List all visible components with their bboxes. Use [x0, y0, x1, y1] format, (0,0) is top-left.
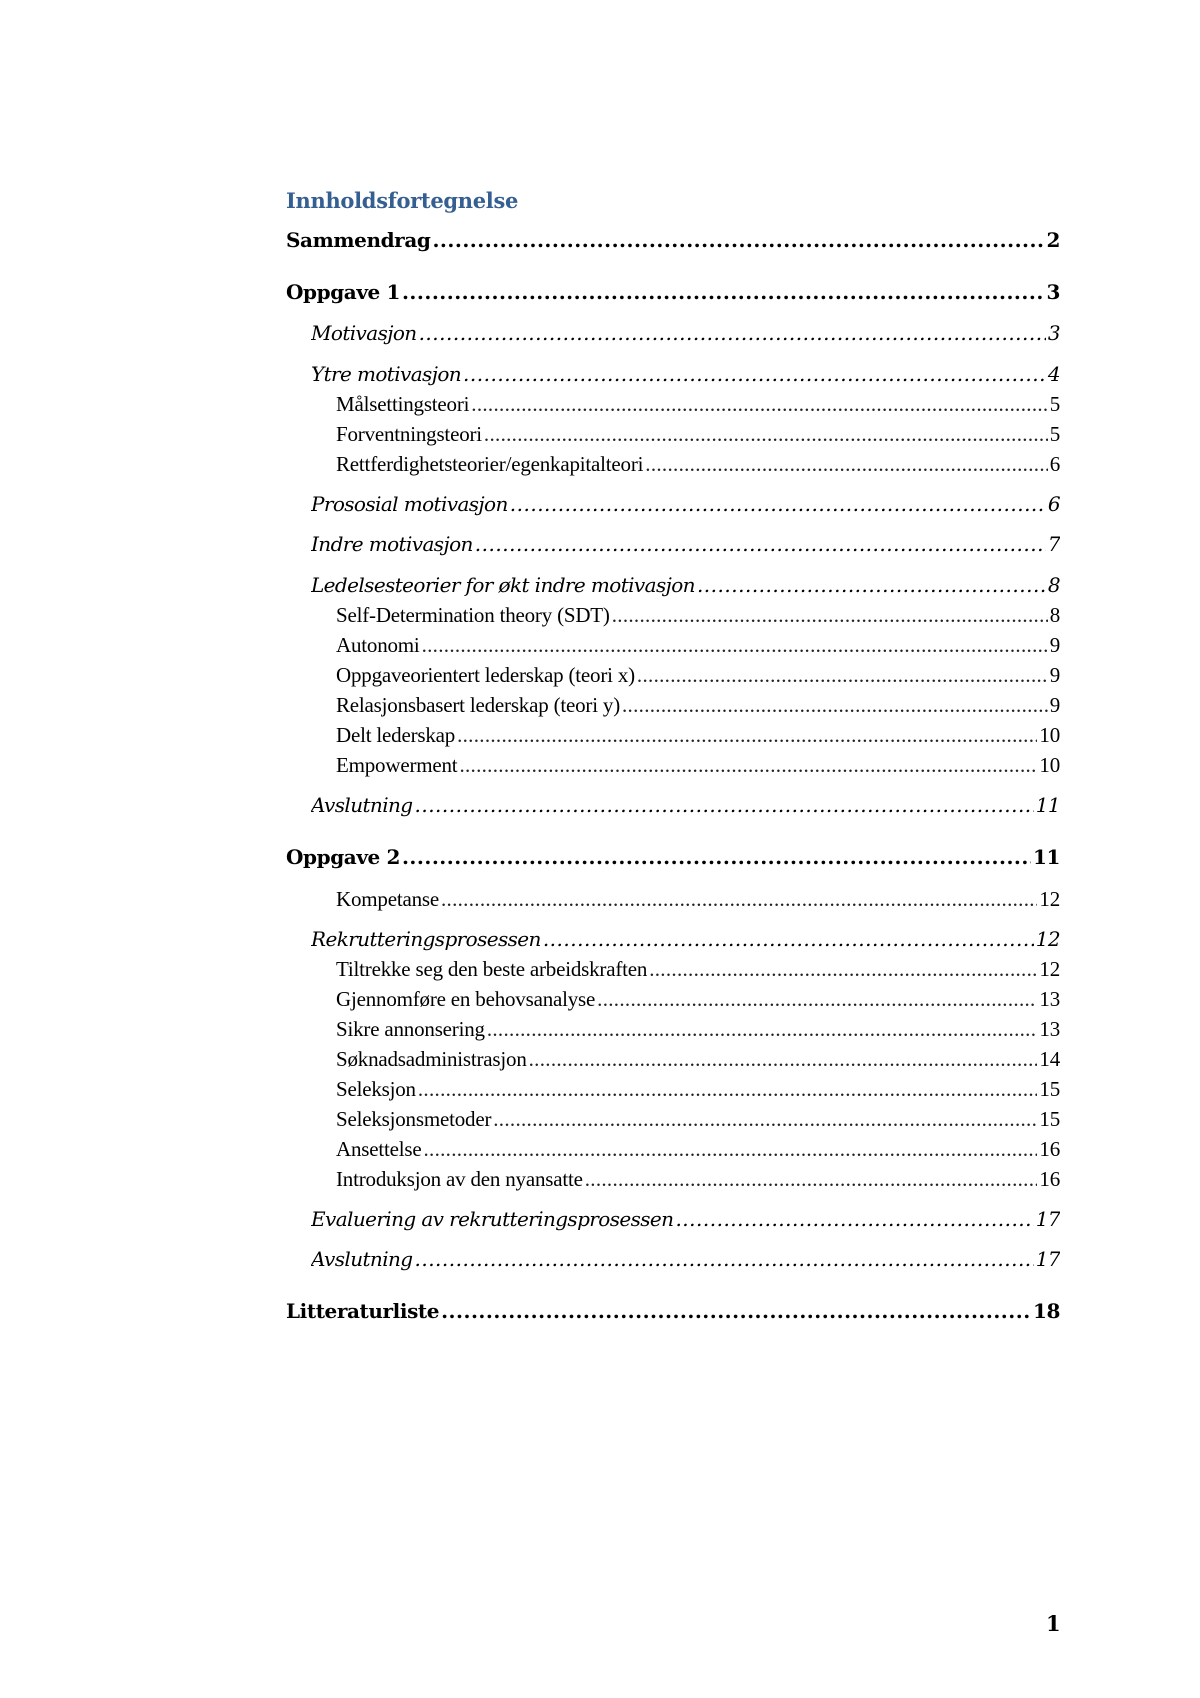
- toc-entry[interactable]: [336, 1047, 1060, 1072]
- toc-dot-leader: [463, 362, 1046, 386]
- toc-dot-leader: [402, 280, 1045, 304]
- toc-entry[interactable]: [311, 532, 1060, 556]
- toc-entry-label: Oppgave 1: [286, 280, 400, 304]
- table-of-contents: [286, 0, 1060, 1698]
- toc-entry-page: 4: [1047, 362, 1060, 386]
- toc-entry-label: Oppgaveorientert lederskap (teori x): [336, 663, 635, 687]
- toc-dot-leader: [471, 392, 1047, 417]
- page-number: 1: [1046, 1611, 1061, 1636]
- toc-entry-page: 6: [1047, 492, 1060, 516]
- toc-entry[interactable]: [286, 845, 1060, 869]
- toc-entry-page: 10: [1039, 723, 1060, 747]
- toc-entry-label: Ansettelse: [336, 1137, 422, 1161]
- toc-entry[interactable]: [336, 1107, 1060, 1132]
- toc-dot-leader: [423, 1137, 1037, 1162]
- toc-entry-label: Sikre annonsering: [336, 1017, 485, 1041]
- toc-entry-label: Relasjonsbasert lederskap (teori y): [336, 693, 620, 717]
- toc-entry-page: 3: [1047, 321, 1060, 345]
- toc-entry-label: Avslutning: [311, 793, 413, 817]
- toc-dot-leader: [422, 633, 1048, 658]
- toc-dot-leader: [493, 1107, 1037, 1132]
- toc-entry-page: 18: [1032, 1299, 1060, 1323]
- toc-entry[interactable]: [336, 603, 1060, 628]
- toc-entry-label: Motivasjon: [311, 321, 417, 345]
- toc-entry-label: Delt lederskap: [336, 723, 456, 747]
- toc-entry-label: Seleksjon: [336, 1077, 416, 1101]
- toc-entry[interactable]: [286, 1299, 1060, 1323]
- toc-dot-leader: [414, 1247, 1033, 1271]
- toc-entry-label: Ledelsesteorier for økt indre motivasjon: [311, 573, 695, 597]
- toc-entry[interactable]: [336, 957, 1060, 982]
- toc-entry[interactable]: [286, 280, 1060, 304]
- toc-entry[interactable]: [336, 392, 1060, 417]
- toc-entry-page: 7: [1047, 532, 1060, 556]
- toc-entry-page: 17: [1035, 1247, 1060, 1271]
- toc-entry[interactable]: [336, 663, 1060, 688]
- toc-dot-leader: [487, 1017, 1038, 1042]
- toc-entry-page: 14: [1039, 1047, 1060, 1071]
- toc-entry-label: Empowerment: [336, 753, 458, 777]
- toc-entry-page: 10: [1039, 753, 1060, 777]
- toc-entry[interactable]: [336, 753, 1060, 778]
- toc-dot-leader: [441, 887, 1037, 912]
- toc-entry-label: Tiltrekke seg den beste arbeidskraften: [336, 957, 648, 981]
- toc-entry-label: Avslutning: [311, 1247, 413, 1271]
- toc-dot-leader: [475, 532, 1046, 556]
- toc-entry-page: 13: [1039, 987, 1060, 1011]
- toc-heading: Innholdsfortegnelse: [286, 188, 519, 213]
- toc-entry-page: 8: [1047, 573, 1060, 597]
- toc-entry-page: 12: [1039, 887, 1060, 911]
- toc-entry-label: Oppgave 2: [286, 845, 400, 869]
- toc-entry-label: Ytre motivasjon: [311, 362, 462, 386]
- toc-dot-leader: [637, 663, 1048, 688]
- toc-entry-page: 5: [1049, 422, 1060, 446]
- toc-dot-leader: [484, 422, 1048, 447]
- toc-dot-leader: [418, 1077, 1038, 1102]
- toc-dot-leader: [675, 1207, 1033, 1231]
- toc-entry[interactable]: [336, 1137, 1060, 1162]
- toc-dot-leader: [457, 723, 1037, 748]
- toc-entry-label: Forventningsteori: [336, 422, 482, 446]
- toc-entry[interactable]: [311, 793, 1060, 817]
- toc-entry[interactable]: [336, 633, 1060, 658]
- toc-dot-leader: [649, 957, 1037, 982]
- toc-entry-page: 11: [1035, 793, 1060, 817]
- toc-entry-page: 16: [1039, 1137, 1060, 1161]
- toc-dot-leader: [402, 845, 1031, 869]
- toc-entry[interactable]: [336, 422, 1060, 447]
- toc-entry-label: Seleksjonsmetoder: [336, 1107, 492, 1131]
- toc-entry-page: 6: [1049, 452, 1060, 476]
- toc-entry-label: Rekrutteringsprosessen: [311, 927, 541, 951]
- toc-entry-page: 5: [1049, 392, 1060, 416]
- toc-entry-page: 3: [1046, 280, 1060, 304]
- toc-entry[interactable]: [311, 1247, 1060, 1271]
- toc-dot-leader: [419, 321, 1046, 345]
- toc-entry[interactable]: [311, 927, 1060, 951]
- toc-entry[interactable]: [336, 1077, 1060, 1102]
- toc-entry[interactable]: [336, 693, 1060, 718]
- toc-entry-page: 2: [1046, 228, 1060, 252]
- toc-dot-leader: [459, 753, 1037, 778]
- toc-entry[interactable]: [336, 1167, 1060, 1192]
- toc-entry[interactable]: [336, 887, 1060, 912]
- toc-entry-label: Søknadsadministrasjon: [336, 1047, 527, 1071]
- toc-entry[interactable]: [336, 723, 1060, 748]
- toc-entry[interactable]: [311, 573, 1060, 597]
- toc-entry[interactable]: [286, 228, 1060, 252]
- toc-entry-page: 17: [1035, 1207, 1060, 1231]
- toc-entry-label: Introduksjon av den nyansatte: [336, 1167, 583, 1191]
- toc-entry-label: Indre motivasjon: [311, 532, 473, 556]
- toc-entry-label: Evaluering av rekrutteringsprosessen: [311, 1207, 674, 1231]
- toc-dot-leader: [585, 1167, 1038, 1192]
- toc-entry[interactable]: [311, 492, 1060, 516]
- toc-dot-leader: [697, 573, 1046, 597]
- toc-entry-label: Kompetanse: [336, 887, 439, 911]
- toc-entry[interactable]: [311, 362, 1060, 386]
- toc-entry[interactable]: [336, 452, 1060, 477]
- toc-entry[interactable]: [336, 1017, 1060, 1042]
- toc-dot-leader: [510, 492, 1046, 516]
- toc-entry-page: 13: [1039, 1017, 1060, 1041]
- toc-entry-page: 16: [1039, 1167, 1060, 1191]
- toc-entry-label: Litteraturliste: [286, 1299, 440, 1323]
- toc-dot-leader: [414, 793, 1033, 817]
- toc-dot-leader: [645, 452, 1047, 477]
- toc-entry-page: 11: [1032, 845, 1060, 869]
- toc-entry-page: 15: [1039, 1107, 1060, 1131]
- toc-entry-page: 15: [1039, 1077, 1060, 1101]
- toc-entry-page: 12: [1039, 957, 1060, 981]
- toc-dot-leader: [432, 228, 1044, 252]
- toc-entry-page: 9: [1049, 663, 1060, 687]
- toc-dot-leader: [597, 987, 1037, 1012]
- toc-entry[interactable]: [311, 1207, 1060, 1231]
- toc-entry-page: 8: [1049, 603, 1060, 627]
- toc-entry[interactable]: [311, 321, 1060, 345]
- toc-dot-leader: [543, 927, 1034, 951]
- toc-entry[interactable]: [336, 987, 1060, 1012]
- toc-entry-label: Gjennomføre en behovsanalyse: [336, 987, 596, 1011]
- toc-dot-leader: [441, 1299, 1031, 1323]
- toc-entry-page: 12: [1035, 927, 1060, 951]
- toc-entry-label: Sammendrag: [286, 228, 431, 252]
- toc-dot-leader: [622, 693, 1048, 718]
- toc-entry-label: Self-Determination theory (SDT): [336, 603, 610, 627]
- toc-entry-page: 9: [1049, 633, 1060, 657]
- toc-entry-label: Autonomi: [336, 633, 420, 657]
- toc-dot-leader: [612, 603, 1048, 628]
- toc-entry-label: Prososial motivasjon: [311, 492, 508, 516]
- toc-entry-page: 9: [1049, 693, 1060, 717]
- toc-entry-label: Rettferdighetsteorier/egenkapitalteori: [336, 452, 644, 476]
- toc-dot-leader: [529, 1047, 1038, 1072]
- toc-entry-label: Målsettingsteori: [336, 392, 470, 416]
